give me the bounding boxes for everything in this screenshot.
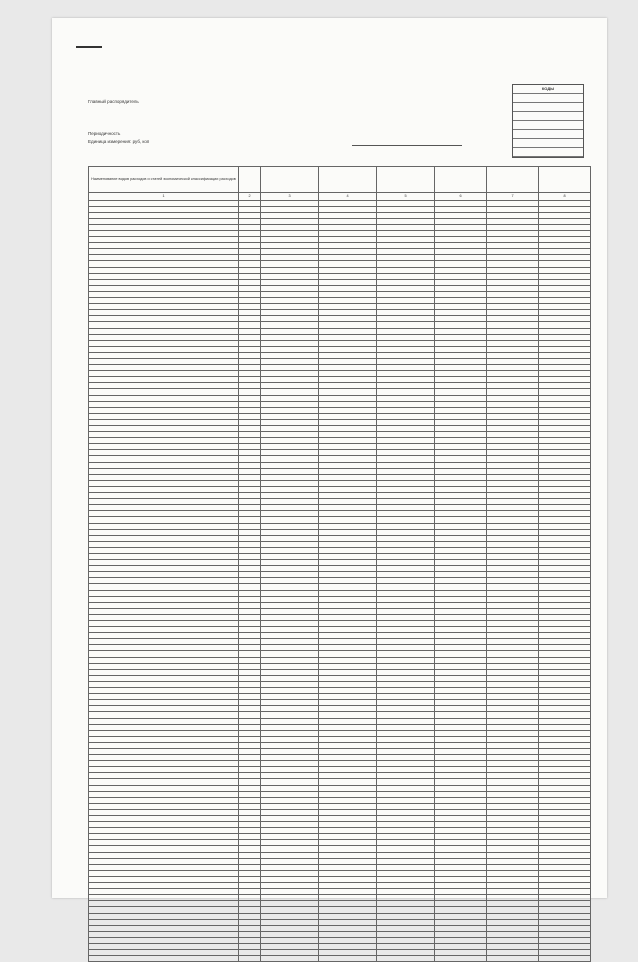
row-value-cell [377,956,435,962]
header-field: Периодичность [88,131,121,136]
row-name-cell [89,956,239,962]
column-header: Наименование видов расходов и статей экономической классификации расходов [89,167,239,193]
column-number: 1 [89,193,239,201]
row-value-cell [261,956,319,962]
column-header [487,167,539,193]
column-number-row [89,193,591,201]
scan-mark [76,46,102,48]
code-cell [513,112,583,121]
column-number: 8 [539,193,591,201]
header-field: Единица измерения: руб, коп [88,139,150,144]
header-field [88,106,508,114]
column-number: 3 [261,193,319,201]
table-row [89,956,591,962]
header-field [88,146,508,154]
code-cell [513,103,583,112]
row-value-cell [435,956,487,962]
column-header [319,167,377,193]
column-header [377,167,435,193]
code-cell [513,94,583,103]
column-number: 5 [377,193,435,201]
code-cell [513,139,583,148]
table-body [89,200,591,962]
code-cell [513,130,583,139]
column-number: 7 [487,193,539,201]
report-date [277,77,297,82]
report-sheet [52,18,607,898]
column-header [539,167,591,193]
signature-line [212,876,512,881]
header-field: Главный распорядитель [88,99,139,104]
expenditure-table [88,166,591,962]
column-number: 2 [239,193,261,201]
row-value-cell [319,956,377,962]
column-number: 6 [435,193,487,201]
code-cell [513,121,583,130]
row-value-cell [487,956,539,962]
row-value-cell [539,956,591,962]
organization-code [352,145,462,146]
table-header-row [89,167,591,193]
codes-box [512,84,584,158]
column-number: 4 [319,193,377,201]
header-field [88,114,508,122]
code-cell [513,148,583,157]
row-code-cell [239,956,261,962]
codes-header: КОДЫ [513,85,583,94]
column-header [435,167,487,193]
column-header [261,167,319,193]
column-header [239,167,261,193]
